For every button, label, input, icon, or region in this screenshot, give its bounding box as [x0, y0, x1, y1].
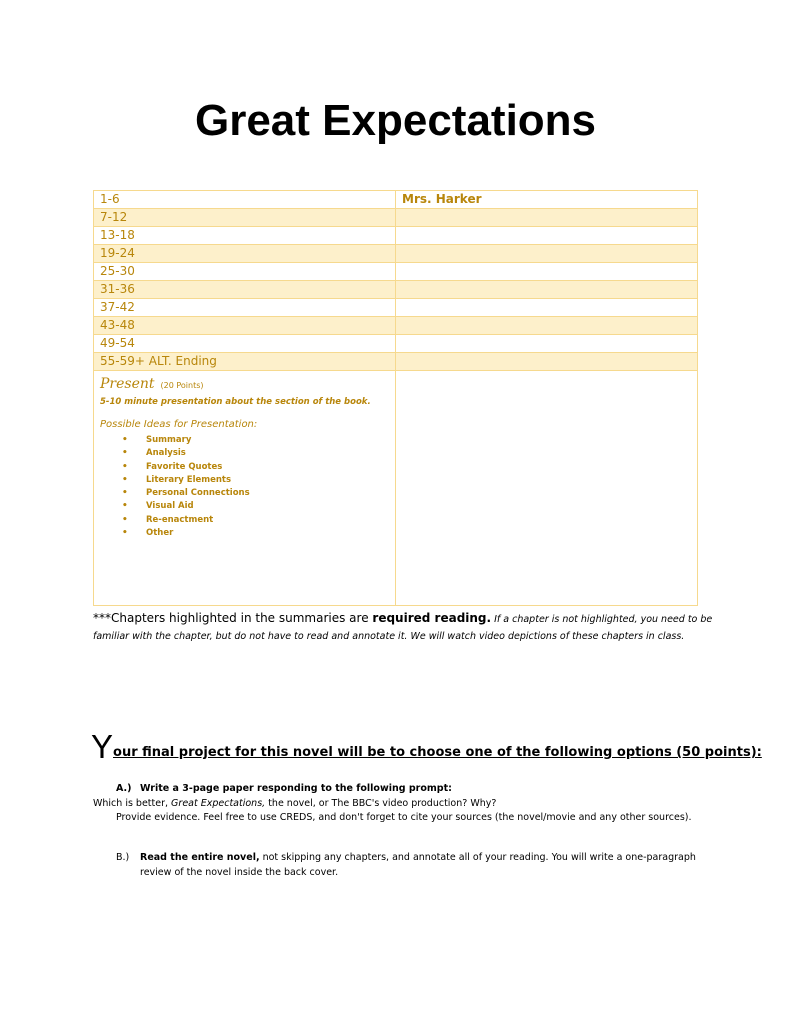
final-project-heading — [91, 728, 762, 766]
chapter-range-cell: 25-30 — [94, 263, 396, 281]
chapter-range-cell: 1-6 — [94, 191, 396, 209]
present-row — [94, 371, 698, 606]
present-cell — [94, 371, 396, 606]
idea-item: • Analysis — [100, 447, 395, 460]
option-a-prompt — [93, 796, 496, 811]
assignment-cell — [396, 245, 698, 263]
idea-item: • Visual Aid — [100, 500, 395, 513]
assignment-cell — [396, 335, 698, 353]
note-italic-text: If a chapter is not highlighted, you need to be familiar with the chapter, but do not have to read and annotate it. We will watch video depictions of these chapters in class. — [93, 614, 713, 642]
chapter-range-cell: 43-48 — [94, 317, 396, 335]
assignment-cell — [396, 263, 698, 281]
option-a-evidence: Provide evidence. Feel free to use CREDS, and don't forget to cite your sources (the novel/movie and any other sources). — [116, 812, 692, 823]
chapter-range-cell: 31-36 — [94, 281, 396, 299]
assignment-cell — [396, 227, 698, 245]
assignment-cell — [396, 281, 698, 299]
assignment-cell — [396, 299, 698, 317]
present-points: (20 Points) — [160, 381, 204, 390]
chapter-range-cell: 13-18 — [94, 227, 396, 245]
schedule-row — [94, 353, 698, 371]
chapter-range-cell: 19-24 — [94, 245, 396, 263]
document-title: Great Expectations — [194, 96, 597, 145]
schedule-row — [94, 191, 698, 209]
assignment-cell — [396, 353, 698, 371]
schedule-row — [94, 281, 698, 299]
option-a-title: Write a 3-page paper responding to the following prompt: — [140, 783, 452, 794]
schedule-row — [94, 245, 698, 263]
present-description: 5-10 minute presentation about the section of the book. — [100, 397, 371, 407]
present-label: Present — [100, 376, 155, 392]
idea-item: • Summary — [100, 434, 395, 447]
teacher-name: Mrs. Harker — [396, 191, 698, 209]
note-required-reading: required reading. — [372, 611, 492, 625]
ideas-list — [100, 434, 395, 540]
chapter-range-cell: 49-54 — [94, 335, 396, 353]
schedule-row — [94, 317, 698, 335]
schedule-row — [94, 299, 698, 317]
option-a-heading — [116, 781, 452, 796]
present-notes-cell — [396, 371, 698, 606]
schedule-row — [94, 263, 698, 281]
note-lead: ***Chapters highlighted in the summaries are — [93, 611, 373, 625]
reading-note — [93, 610, 713, 645]
assignment-cell — [396, 209, 698, 227]
schedule-row — [94, 227, 698, 245]
chapter-range-cell: 7-12 — [94, 209, 396, 227]
option-b-bold: Read the entire novel, — [140, 852, 260, 863]
present-heading — [100, 377, 395, 393]
option-a-letter: A.) — [116, 783, 132, 794]
schedule-table — [93, 190, 698, 606]
idea-item: • Other — [100, 527, 395, 540]
assignment-cell — [396, 317, 698, 335]
idea-item: • Re-enactment — [100, 514, 395, 527]
dropcap-letter: Y — [91, 728, 114, 765]
idea-item: • Literary Elements — [100, 474, 395, 487]
schedule-row — [94, 335, 698, 353]
chapter-range-cell: 55-59+ ALT. Ending — [94, 353, 396, 371]
option-b — [116, 850, 696, 880]
final-project-heading-text: our final project for this novel will be to choose one of the following options (50 points): — [113, 745, 762, 760]
ideas-heading: Possible Ideas for Presentation: — [100, 419, 258, 430]
idea-item: • Personal Connections — [100, 487, 395, 500]
option-b-body — [140, 850, 696, 880]
option-b-letter: B.) — [116, 852, 130, 863]
schedule-row — [94, 209, 698, 227]
option-a-prompt-title: Great Expectations, — [171, 798, 266, 809]
option-a-prompt-before: Which is better, — [93, 798, 172, 809]
option-a-prompt-after: the novel, or The BBC's video production? Why? — [265, 798, 497, 809]
idea-item: • Favorite Quotes — [100, 461, 395, 474]
chapter-range-cell: 37-42 — [94, 299, 396, 317]
option-b-text: not skipping any chapters, and annotate all of your reading. You will write a one-paragraph review of the novel inside the back cover. — [140, 852, 696, 878]
